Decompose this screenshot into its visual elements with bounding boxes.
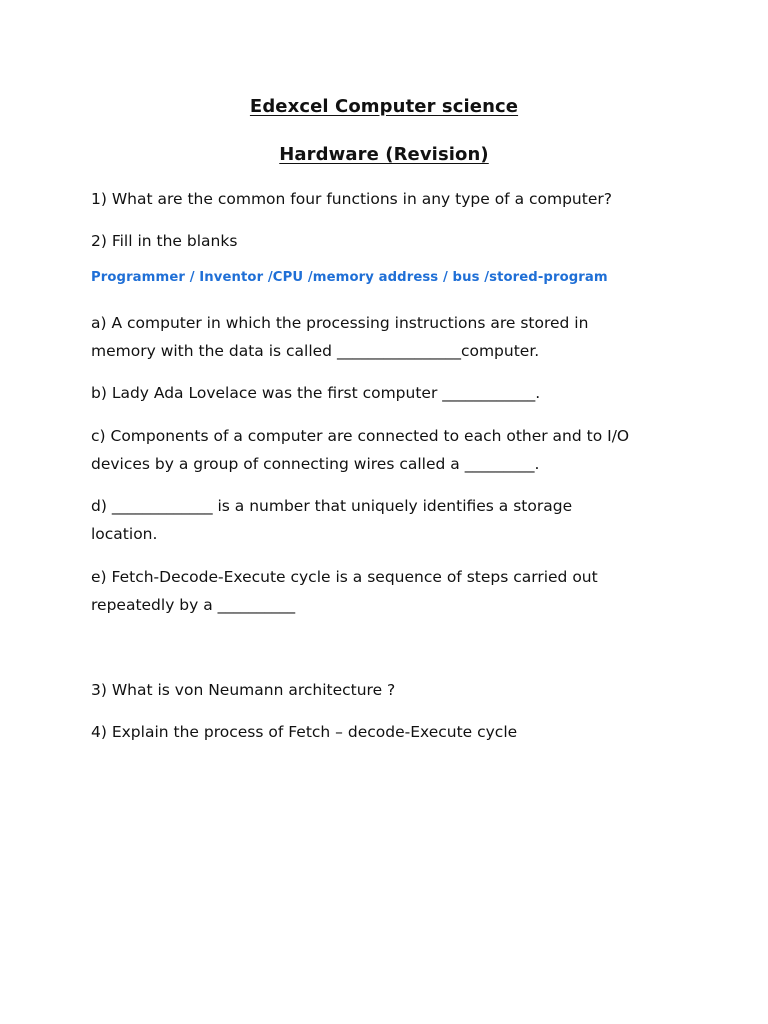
document-title: Edexcel Computer science [249, 96, 519, 117]
question-2d-line-1: d) _____________ is a number that uniquely identifies a storage [91, 497, 573, 515]
question-1: 1) What are the common four functions in any type of a computer? [91, 190, 612, 208]
document-subtitle: Hardware (Revision) [279, 144, 489, 165]
question-2b: b) Lady Ada Lovelace was the first computer ____________. [91, 384, 541, 402]
question-2c-line-2: devices by a group of connecting wires called a _________. [91, 455, 540, 473]
question-2d [91, 492, 651, 548]
question-3: 3) What is von Neumann architecture ? [91, 681, 396, 699]
question-2e-line-2: repeatedly by a __________ [91, 596, 296, 614]
question-4: 4) Explain the process of Fetch – decode-Execute cycle [91, 723, 518, 741]
question-2e-line-1: e) Fetch-Decode-Execute cycle is a sequence of steps carried out [91, 568, 598, 586]
question-2c [91, 422, 651, 478]
word-bank: Programmer / Inventor /CPU /memory address / bus /stored-program [91, 270, 608, 285]
question-2c-line-1: c) Components of a computer are connected to each other and to I/O [91, 427, 630, 445]
question-2a-line-2: memory with the data is called ________________computer. [91, 342, 540, 360]
question-2d-line-2: location. [91, 525, 158, 543]
question-2a-line-1: a) A computer in which the processing instructions are stored in [91, 314, 589, 332]
question-2e [91, 563, 651, 619]
question-2: 2) Fill in the blanks [91, 232, 238, 250]
question-2a [91, 309, 691, 365]
